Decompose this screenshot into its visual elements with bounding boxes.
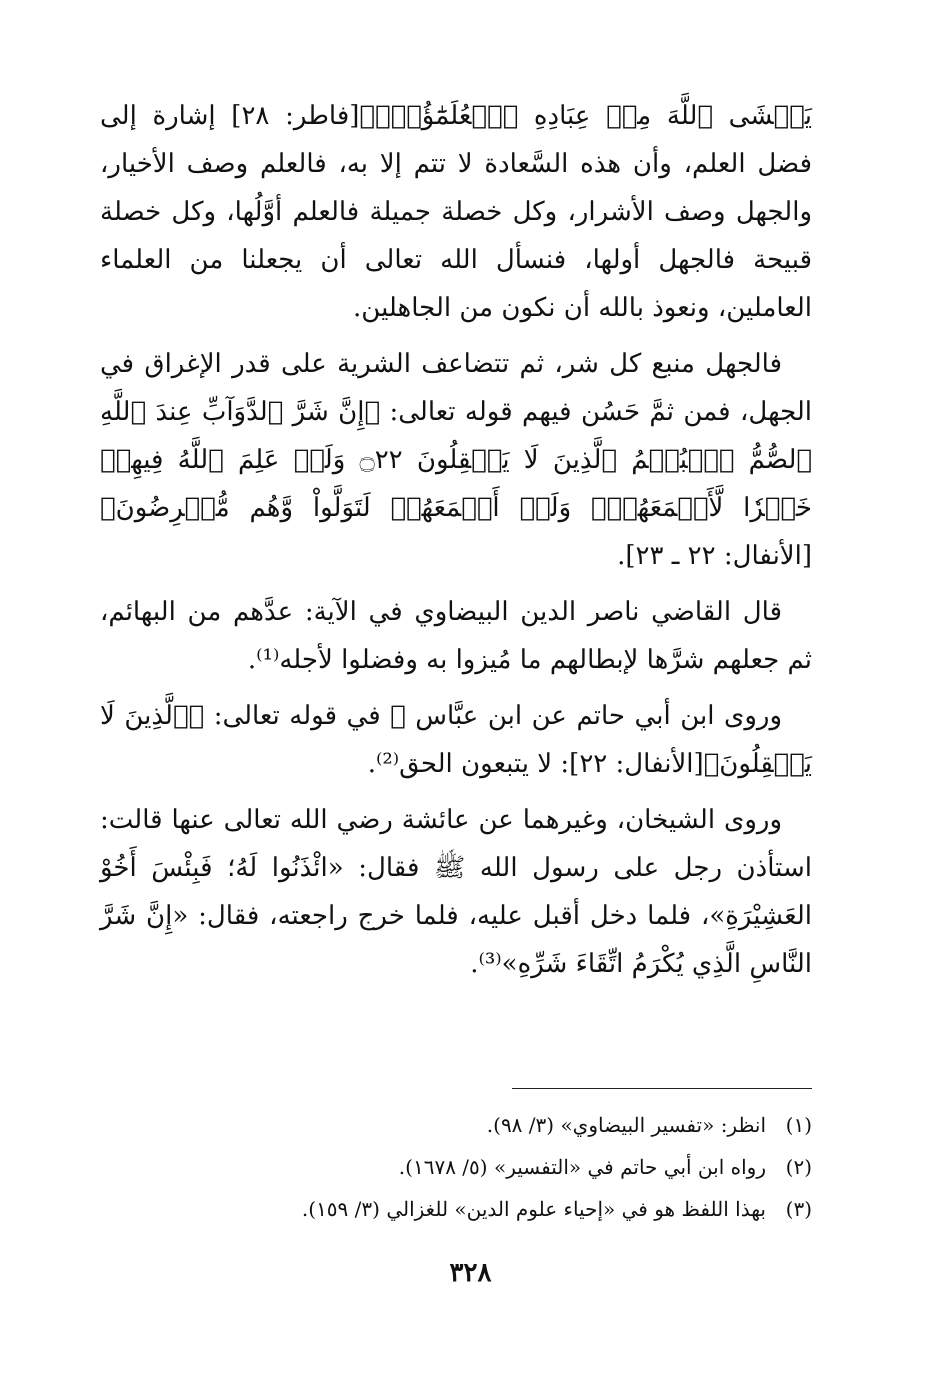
- footnotes: [180, 1104, 812, 1230]
- paragraph-baydawi-quote: قال القاضي ناصر الدين البيضاوي في الآية: عدَّهم من البهائم، ثم جعلهم شرَّها لإبطالهم ما مُيزوا به وفضلوا لأجله⁽¹⁾.: [100, 597, 812, 675]
- paragraph-ibn-abbas: وروى ابن أبي حاتم عن ابن عبَّاس ﷺ في قوله تعالى: ﴿ٱلَّذِينَ لَا يَعۡقِلُونَ﴾[الأنفال: ٢٢]: لا يتبعون الحق⁽²⁾.: [100, 701, 812, 779]
- main-text: [100, 92, 812, 996]
- footnote-2: [180, 1146, 812, 1188]
- footnote-number: (٣): [785, 1197, 812, 1221]
- footnote-3: [180, 1188, 812, 1230]
- paragraph-knowledge-virtue: يَخۡشَى ٱللَّهَ مِنۡ عِبَادِهِ ٱلۡعُلَمَٰٓؤُاْۗ﴾[فاطر: ٢٨] إشارة إلى فضل العلم، وأن هذه السَّعادة لا تتم إلا به، فالعلم وصف الأخيار، والجهل وصف الأشرار، وكل خصلة جميلة فالعلم أوَّلُها، وكل خصلة قبيحة فالجهل أولها، فنسأل الله تعالى أن يجعلنا من العلماء العاملين، ونعوذ بالله أن نكون من الجاهلين.: [100, 101, 812, 323]
- footnote-text: انظر: «تفسير البيضاوي» (٣/ ٩٨).: [486, 1113, 766, 1137]
- paragraph-ignorance-source: فالجهل منبع كل شر، ثم تتضاعف الشرية على قدر الإغراق في الجهل، فمن ثمَّ حَسُن فيهم قوله تعالى: ﴿إِنَّ شَرَّ ٱلدَّوَآبِّ عِندَ ٱللَّهِ ٱلصُّمُّ ٱلۡبُكۡمُ ٱلَّذِينَ لَا يَعۡقِلُونَ ۝٢٢ وَلَوۡ عَلِمَ ٱللَّهُ فِيهِمۡ خَيۡرٗا لَّأَسۡمَعَهُمۡۖ وَلَوۡ أَسۡمَعَهُمۡ لَتَوَلَّواْ وَّهُم مُّعۡرِضُونَ﴾[الأنفال: ٢٢ ـ ٢٣].: [100, 349, 812, 571]
- footnote-text: رواه ابن أبي حاتم في «التفسير» (٥/ ١٦٧٨).: [398, 1155, 766, 1179]
- footnote-number: (٢): [785, 1155, 812, 1179]
- footnote-1: [180, 1104, 812, 1146]
- footnote-number: (١): [785, 1113, 812, 1137]
- footnote-text: بهذا اللفظ هو في «إحياء علوم الدين» للغزالي (٣/ ١٥٩).: [301, 1197, 766, 1221]
- footnote-separator: [512, 1088, 812, 1089]
- paragraph-aisha-hadith: وروى الشيخان، وغيرهما عن عائشة رضي الله تعالى عنها قالت: استأذن رجل على رسول الله ﷺ فقال: «ائْذَنُوا لَهُ؛ فَبِئْسَ أَخُوْ العَشِيْرَةِ»، فلما دخل أقبل عليه، فلما خرج راجعته، فقال: «إِنَّ شَرَّ النَّاسِ الَّذِي يُكْرَمُ اتِّقَاءَ شَرِّهِ»⁽³⁾.: [100, 805, 812, 979]
- page-number: ٣٢٨: [449, 1258, 492, 1288]
